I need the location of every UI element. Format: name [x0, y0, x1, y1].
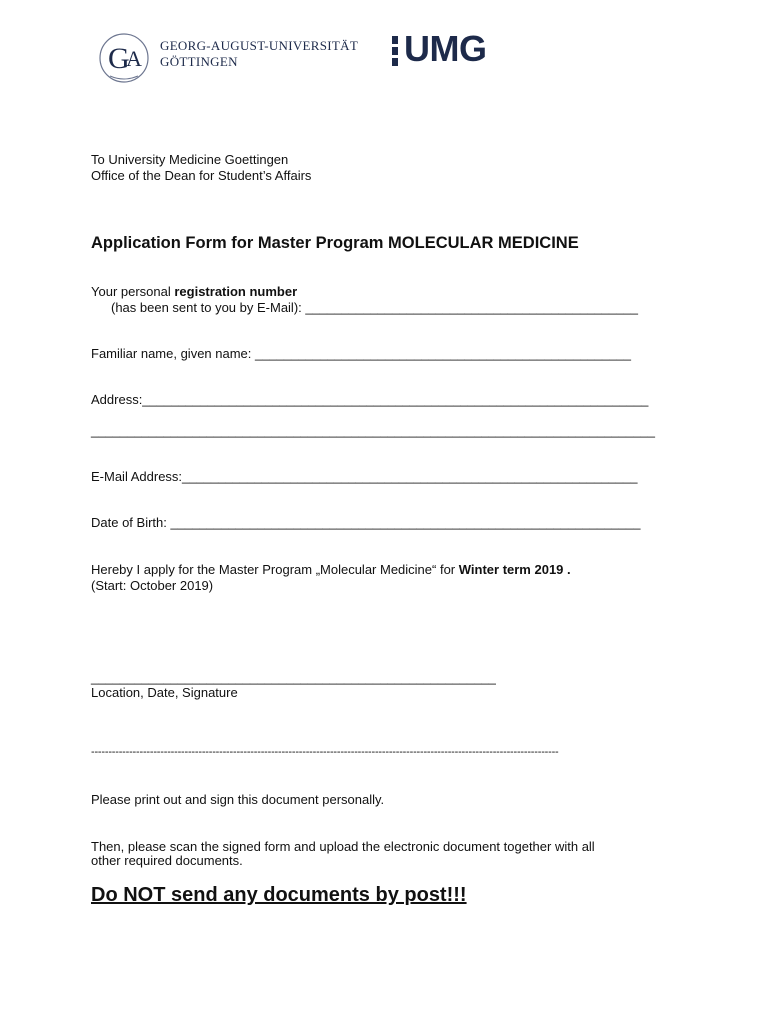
svg-text:G: G [108, 42, 130, 75]
page-title: Application Form for Master Program MOLECULAR MEDICINE [91, 234, 579, 252]
address-field[interactable]: Address:______________________________________________________________________ [91, 392, 649, 407]
university-seal-icon [96, 30, 156, 86]
post-warning: Do NOT send any documents by post!!! [91, 884, 467, 906]
svg-text:A: A [126, 46, 142, 71]
apply-start: (Start: October 2019) [91, 578, 214, 593]
signature-line[interactable]: ________________________________________________________ [91, 670, 496, 685]
apply-statement [91, 562, 571, 578]
email-field[interactable]: E-Mail Address:_______________________________________________________________ [91, 469, 638, 484]
scan-note-line2: other required documents. [91, 853, 243, 868]
university-name-line1: GEORG-AUGUST-UNIVERSITÄT [160, 38, 359, 53]
university-name-line2: GÖTTINGEN [160, 54, 238, 69]
umg-bars-icon [392, 36, 398, 66]
header-logos [96, 30, 516, 86]
registration-label-bold: registration number [174, 284, 298, 299]
umg-logo-text: UMG [404, 28, 487, 69]
apply-statement-text: Hereby I apply for the Master Program „Molecular Medicine“ for [91, 562, 459, 577]
signature-label: Location, Date, Signature [91, 685, 238, 700]
scan-note-line1: Then, please scan the signed form and upload the electronic document together with all [91, 839, 595, 854]
print-note: Please print out and sign this document personally. [91, 792, 385, 807]
address-field-line2[interactable]: ______________________________________________________________________________ [91, 423, 655, 438]
registration-label [91, 284, 297, 300]
apply-term: Winter term 2019 . [458, 562, 571, 577]
registration-label-prefix: Your personal [91, 284, 175, 299]
date-of-birth-field[interactable]: Date of Birth: _________________________________________________________________ [91, 515, 641, 530]
separator-line: --------------------------------------------------------------------------------------------------------------------------------------- [91, 746, 559, 758]
recipient-line1: To University Medicine Goettingen [91, 152, 289, 167]
recipient-line2: Office of the Dean for Student’s Affairs [91, 168, 312, 183]
registration-field[interactable]: (has been sent to you by E-Mail): ______________________________________________ [111, 300, 638, 315]
university-name [160, 38, 358, 70]
name-field[interactable]: Familiar name, given name: ____________________________________________________ [91, 346, 631, 361]
